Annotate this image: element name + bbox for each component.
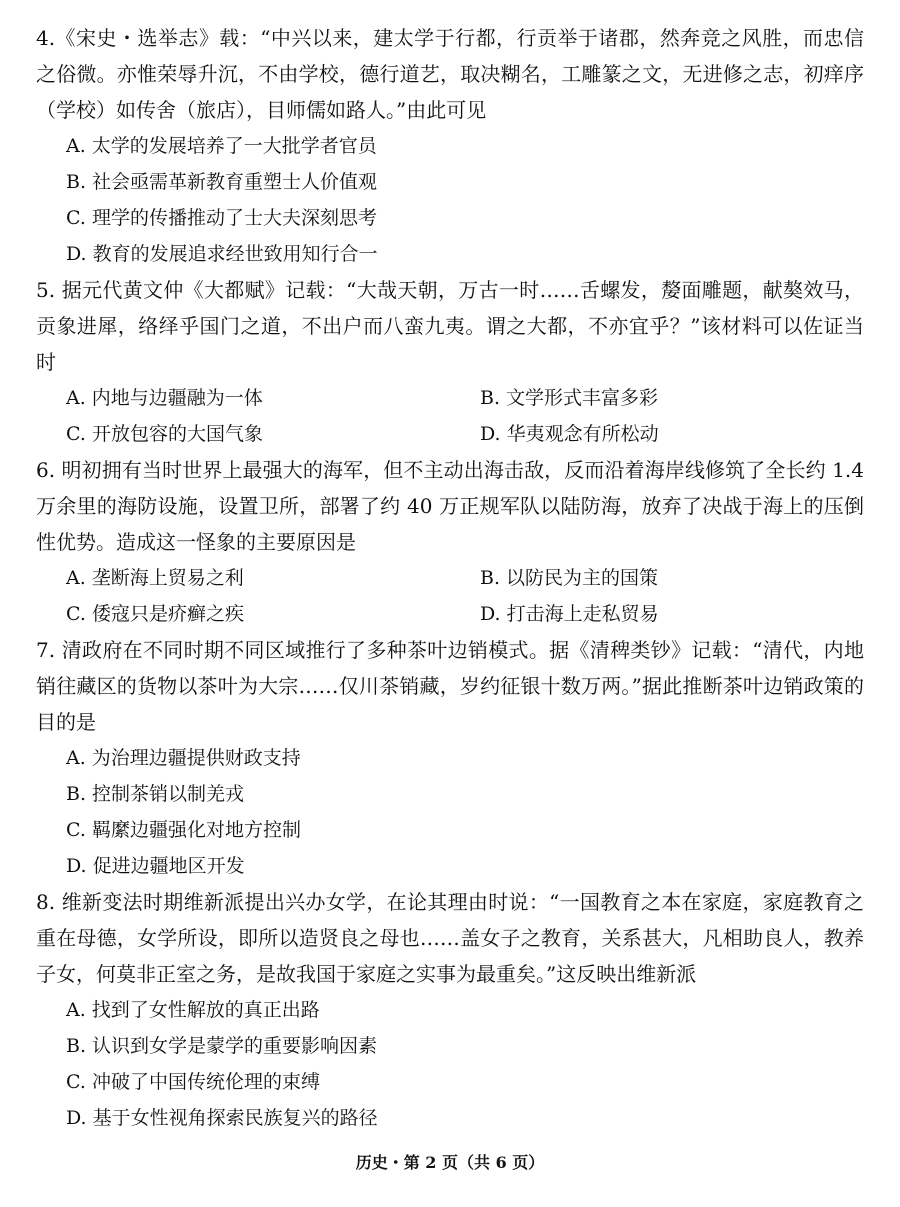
question-stem: 5. 据元代黄文仲《大都赋》记载：“大哉天朝，万古一时……舌螺发，嫠面雕题，献獒效马，贡象进犀，络绎乎国门之道，不出户而八蛮九夷。谓之大都，不亦宜乎？”该材料可以佐证当时 xyxy=(36,278,864,374)
option-c: C. 倭寇只是疥癣之疾 xyxy=(66,603,244,625)
option-b: B. 社会亟需革新教育重塑士人价值观 xyxy=(66,171,378,193)
option-d: D. 基于女性视角探索民族复兴的路径 xyxy=(66,1107,378,1129)
question-5 xyxy=(36,272,864,452)
question-8 xyxy=(36,884,864,1136)
option-b: B. 控制茶销以制羌戎 xyxy=(66,783,245,805)
options-row xyxy=(36,416,864,452)
option-c: C. 开放包容的大国气象 xyxy=(66,423,263,445)
option-a: A. 为治理边疆提供财政支持 xyxy=(66,747,301,769)
option-b: B. 文学形式丰富多彩 xyxy=(480,387,659,409)
option-b: B. 认识到女学是蒙学的重要影响因素 xyxy=(66,1035,378,1057)
option-c: C. 羁縻边疆强化对地方控制 xyxy=(66,819,301,841)
option-a: A. 找到了女性解放的真正出路 xyxy=(66,999,320,1021)
question-stem: 8. 维新变法时期维新派提出兴办女学，在论其理由时说：“一国教育之本在家庭，家庭教育之重在母德，女学所设，即所以造贤良之母也……盖女子之教育，关系甚大，凡相助良人，教养子女，何莫非正室之务，是故我国于家庭之实事为最重矣。”这反映出维新派 xyxy=(36,890,864,986)
question-7 xyxy=(36,632,864,884)
option-c: C. 冲破了中国传统伦理的束缚 xyxy=(66,1071,320,1093)
option-a: A. 垄断海上贸易之利 xyxy=(66,567,244,589)
options-row xyxy=(36,596,864,632)
question-stem: 6. 明初拥有当时世界上最强大的海军，但不主动出海击敌，反而沿着海岸线修筑了全长约 1.4 万余里的海防设施，设置卫所，部署了约 40 万正规军队以陆防海，放弃了决战于海上的压倒性优势。造成这一怪象的主要原因是 xyxy=(36,458,864,554)
page-footer: 历史・第 2 页（共 6 页） xyxy=(355,1153,545,1172)
question-stem: 7. 清政府在不同时期不同区域推行了多种茶叶边销模式。据《清稗类钞》记载：“清代，内地销往藏区的货物以茶叶为大宗……仅川茶销藏，岁约征银十数万两。”据此推断茶叶边销政策的目的是 xyxy=(36,638,864,734)
option-d: D. 促进边疆地区开发 xyxy=(66,855,245,877)
option-c: C. 理学的传播推动了士大夫深刻思考 xyxy=(66,207,377,229)
option-d: D. 打击海上走私贸易 xyxy=(480,603,659,625)
option-a: A. 太学的发展培养了一大批学者官员 xyxy=(66,135,377,157)
option-a: A. 内地与边疆融为一体 xyxy=(66,387,263,409)
question-4 xyxy=(36,20,864,272)
option-b: B. 以防民为主的国策 xyxy=(480,567,659,589)
option-d: D. 华夷观念有所松动 xyxy=(480,423,659,445)
question-6 xyxy=(36,452,864,632)
question-stem: 4.《宋史・选举志》载：“中兴以来，建太学于行都，行贡举于诸郡，然奔竞之风胜，而忠信之俗微。亦惟荣辱升沉，不由学校，德行道艺，取决糊名，工雕篆之文，无进修之志，初痒序（学校）如传舍（旅店），目师儒如路人。”由此可见 xyxy=(36,26,864,122)
options-row xyxy=(36,560,864,596)
options-row xyxy=(36,380,864,416)
option-d: D. 教育的发展追求经世致用知行合一 xyxy=(66,243,378,265)
